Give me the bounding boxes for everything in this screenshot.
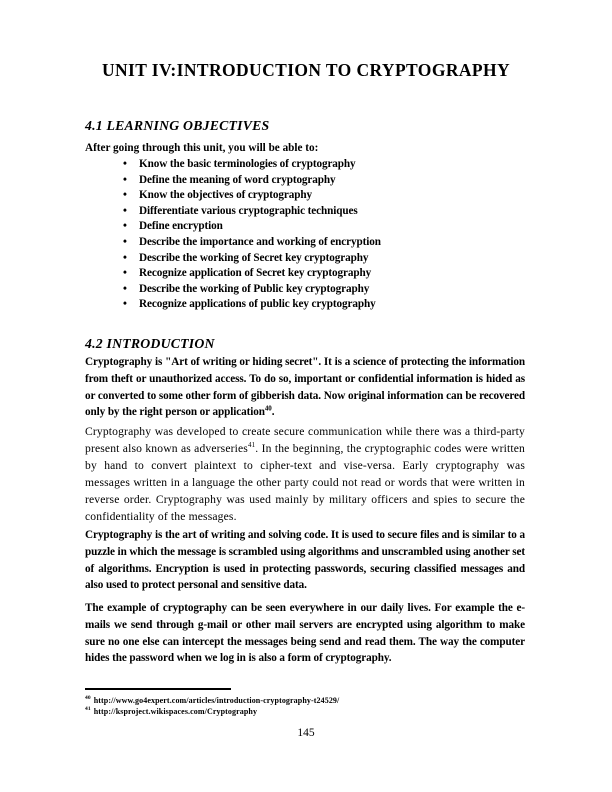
footnotes-area: [85, 688, 525, 717]
footnote-marker: 40: [85, 695, 91, 702]
objective-item: • Know the objectives of cryptography: [122, 188, 522, 204]
objective-item: • Define the meaning of word cryptography: [122, 173, 522, 189]
page-number: 145: [297, 727, 315, 739]
objective-item: • Describe the working of Public key cryptography: [122, 282, 522, 298]
objective-item: • Know the basic terminologies of cryptography: [122, 157, 522, 173]
footnote-reference-41: 41: [247, 441, 256, 450]
objective-item: • Define encryption: [122, 219, 522, 235]
objective-item: • Describe the working of Secret key cryptography: [122, 251, 522, 267]
section-heading-introduction: 4.2 INTRODUCTION: [85, 336, 215, 351]
paragraph-text: Cryptography was developed to create secure communication while there was a third-party present also known as adverseries: [85, 425, 525, 455]
paragraph-text: The example of cryptography can be seen everywhere in our daily lives. For example the e-mails we send through g-mail or other mail servers are encrypted using algorithm to make sure no one else can intercept the messages being send and read them. The way the computer hides the password when we log in is also a form of cryptography.: [85, 602, 525, 665]
paragraph-text: Cryptography is "Art of writing or hiding secret". It is a science of protecting the information from theft or unauthorized access. To do so, important or confidential information is hided as or converted to some other form of gibberish data. Now original information can be recovered only by the right person or application: [85, 356, 525, 419]
introduction-paragraph-3: [85, 527, 525, 594]
page-title: UNIT IV:INTRODUCTION TO CRYPTOGRAPHY: [101, 60, 511, 80]
footnote-divider: [85, 688, 231, 690]
objective-item: • Differentiate various cryptographic techniques: [122, 204, 522, 220]
paragraph-text: . In the beginning, the cryptographic codes were written by hand to convert plaintext to cipher-text and vise-versa. Early cryptography was messages written in a language the other party could not read or words that were written in reverse order. Cryptography was used mainly by military officers and spies to secure the confidentiality of the messages.: [85, 442, 526, 523]
footnote-40: [85, 695, 525, 706]
introduction-paragraph-2: [85, 423, 525, 525]
introduction-paragraph-4: [85, 600, 525, 667]
section-heading-learning-objectives: 4.1 LEARNING OBJECTIVES: [85, 118, 270, 133]
footnote-marker: 41: [85, 706, 91, 713]
footnote-reference-40: 40: [264, 404, 272, 413]
objective-item: • Describe the importance and working of encryption: [122, 235, 522, 251]
objectives-intro: After going through this unit, you will be able to:: [85, 142, 319, 154]
footnote-41: [85, 706, 525, 717]
paragraph-text: Cryptography is the art of writing and solving code. It is used to secure files and is similar to a puzzle in which the message is scrambled using algorithms and unscrambled using another set of algorithms. Encryption is used in protecting passwords, securing classified messages and also used to protect personal and sensitive data.: [85, 529, 525, 592]
objectives-list: [122, 157, 522, 313]
footnote-url: http://ksproject.wikispaces.com/Cryptography: [93, 707, 258, 716]
objective-item: • Recognize application of Secret key cryptography: [122, 266, 522, 282]
paragraph-text: .: [271, 406, 275, 419]
introduction-paragraph-1: [85, 354, 525, 421]
objective-item: • Recognize applications of public key cryptography: [122, 297, 522, 313]
footnote-url: http://www.go4expert.com/articles/introduction-cryptography-t24529/: [93, 696, 340, 705]
